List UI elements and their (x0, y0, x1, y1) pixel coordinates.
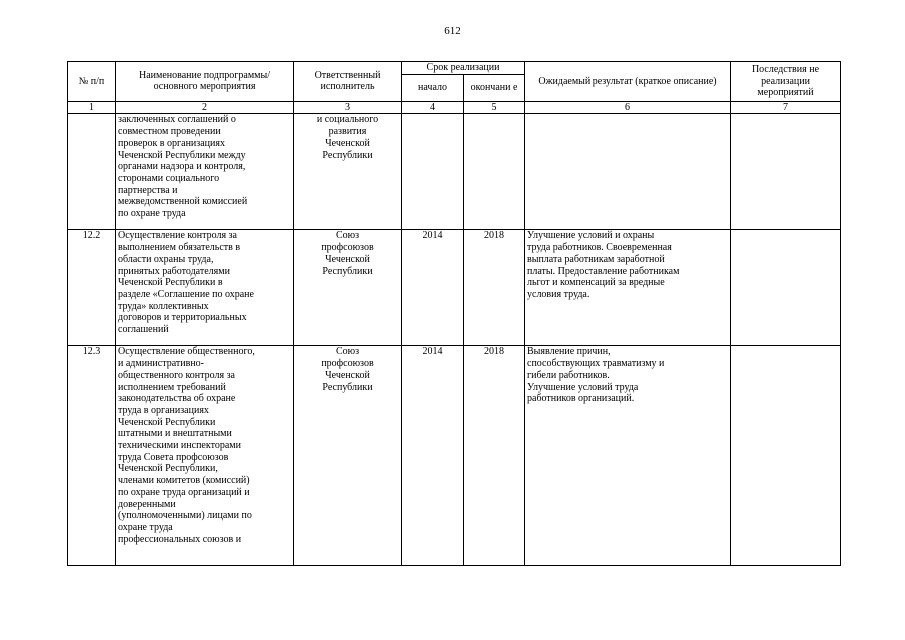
row-responsible: Союз профсоюзов Чеченской Республики (294, 346, 402, 566)
row-consequences (731, 230, 841, 346)
row-result: Улучшение условий и охраны труда работников. Своевременная выплата работникам заработной платы. Предоставление работникам льгот и компенсаций за вредные условия труда. (525, 230, 731, 346)
table-row (68, 114, 841, 230)
column-number: 6 (525, 101, 731, 114)
row-number: 12.2 (68, 230, 116, 346)
column-number: 1 (68, 101, 116, 114)
page-number: 612 (444, 25, 461, 37)
header-end: окончани е (464, 74, 525, 101)
row-name: Осуществление контроля за выполнением обязательств в области охраны труда, принятых работодателями Чеченской Республики в разделе «Соглашение по охране труда» коллективных договоров и территориальных соглашений (116, 230, 294, 346)
row-start: 2014 (402, 230, 464, 346)
column-number: 7 (731, 101, 841, 114)
row-responsible: Союз профсоюзов Чеченской Республики (294, 230, 402, 346)
header-period: Срок реализации (402, 62, 525, 75)
row-end: 2018 (464, 346, 525, 566)
row-name: заключенных соглашений о совместном проведении проверок в организациях Чеченской Республики между органами надзора и контроля, сторонами социального партнерства и межведомственной комиссией по охране труда (116, 114, 294, 230)
header-start: начало (402, 74, 464, 101)
column-number: 5 (464, 101, 525, 114)
program-table (67, 61, 841, 566)
row-number (68, 114, 116, 230)
row-name: Осуществление общественного, и административно- общественного контроля за исполнением требований законодательства об охране труда в организациях Чеченской Республики штатными и внештатными техническими инспекторами труда Совета профсоюзов Чеченской Республики, членами комитетов (комиссий) по охране труда организаций и доверенными (уполномоченными) лицами по охране труда профессиональных союзов и (116, 346, 294, 566)
column-number: 3 (294, 101, 402, 114)
row-number: 12.3 (68, 346, 116, 566)
column-number: 4 (402, 101, 464, 114)
row-result: Выявление причин, способствующих травматизму и гибели работников. Улучшение условий труда работников организаций. (525, 346, 731, 566)
row-end: 2018 (464, 230, 525, 346)
header-responsible: Ответственный исполнитель (294, 62, 402, 102)
column-number: 2 (116, 101, 294, 114)
row-start (402, 114, 464, 230)
header-row-1 (68, 62, 841, 75)
table-row (68, 346, 841, 566)
table-row (68, 230, 841, 346)
row-consequences (731, 346, 841, 566)
row-result (525, 114, 731, 230)
row-start: 2014 (402, 346, 464, 566)
header-consequences: Последствия не реализации мероприятий (731, 62, 841, 102)
header-name: Наименование подпрограммы/ основного мероприятия (116, 62, 294, 102)
row-end (464, 114, 525, 230)
header-num: № п/п (68, 62, 116, 102)
column-number-row (68, 101, 841, 114)
row-responsible: и социального развития Чеченской Республики (294, 114, 402, 230)
row-consequences (731, 114, 841, 230)
header-result: Ожидаемый результат (краткое описание) (525, 62, 731, 102)
